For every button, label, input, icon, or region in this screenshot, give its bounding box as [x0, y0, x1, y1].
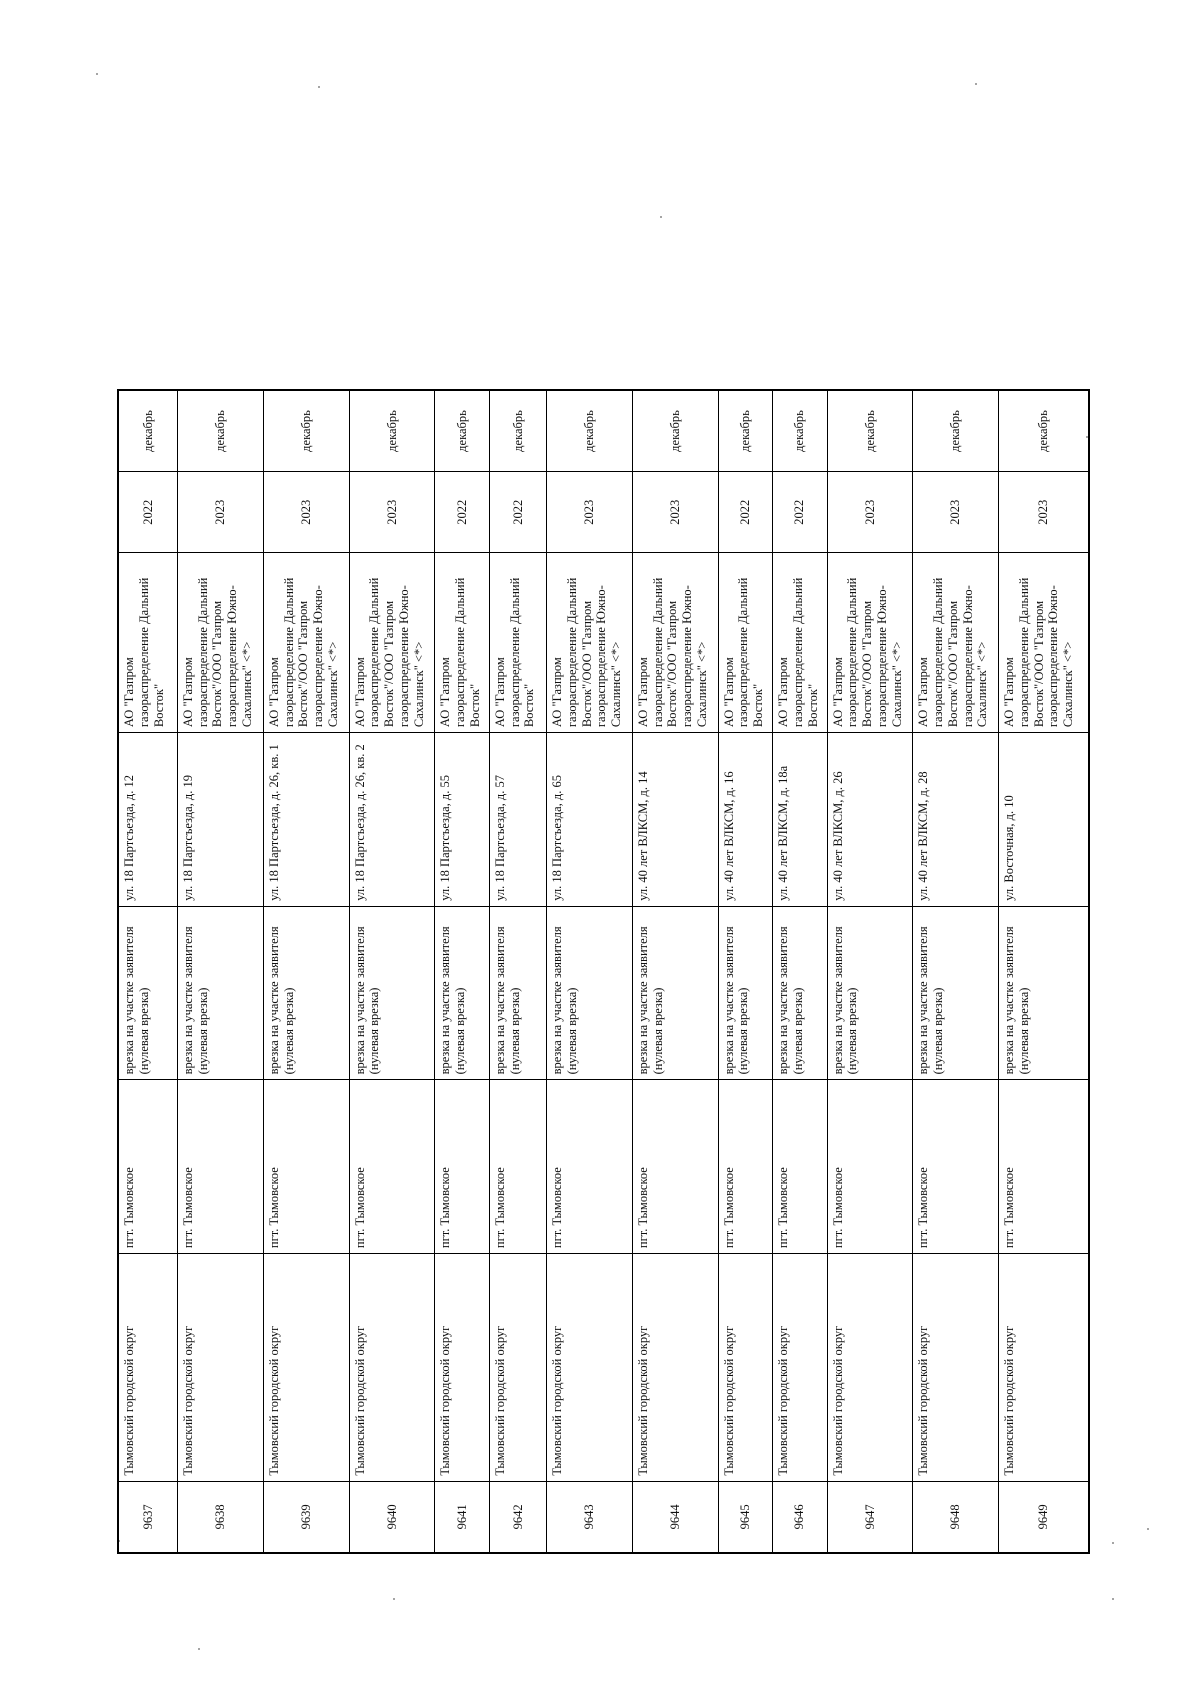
district-cell: Тымовский городской округ [435, 1254, 489, 1482]
year-cell: 2023 [177, 472, 263, 553]
year-cell: 2022 [773, 472, 827, 553]
table-row [913, 390, 999, 1553]
month-cell: декабрь [177, 390, 263, 472]
organization-cell: АО "Газпром газораспределение Дальний Восток"/ООО "Газпром газораспределение Южно-Сахалинск" <*> [177, 553, 263, 733]
work-type-cell: врезка на участке заявителя (нулевая врезка) [349, 906, 435, 1080]
work-type-cell: врезка на участке заявителя (нулевая врезка) [263, 906, 349, 1080]
work-type-cell: врезка на участке заявителя (нулевая врезка) [177, 906, 263, 1080]
address-cell: ул. 18 Партсъезда, д. 55 [435, 733, 489, 907]
year-cell: 2023 [999, 472, 1089, 553]
district-cell: Тымовский городской округ [632, 1254, 718, 1482]
district-cell: Тымовский городской округ [827, 1254, 913, 1482]
district-cell: Тымовский городской округ [999, 1254, 1089, 1482]
month-cell: декабрь [632, 390, 718, 472]
locality-cell: пгт. Тымовское [632, 1080, 718, 1254]
table-row [773, 390, 827, 1553]
organization-cell: АО "Газпром газораспределение Дальний Восток"/ООО "Газпром газораспределение Южно-Сахалинск" <*> [547, 553, 633, 733]
district-cell: Тымовский городской округ [349, 1254, 435, 1482]
organization-cell: АО "Газпром газораспределение Дальний Восток" [118, 553, 177, 733]
table-row [349, 390, 435, 1553]
address-cell: ул. 40 лет ВЛКСМ, д. 28 [913, 733, 999, 907]
address-cell: ул. 40 лет ВЛКСМ, д. 14 [632, 733, 718, 907]
work-type-cell: врезка на участке заявителя (нулевая врезка) [999, 906, 1089, 1080]
district-cell: Тымовский городской округ [718, 1254, 772, 1482]
address-cell: ул. Восточная, д. 10 [999, 733, 1089, 907]
row-number: 9646 [773, 1481, 827, 1553]
year-cell: 2023 [263, 472, 349, 553]
table-row [999, 390, 1089, 1553]
district-cell: Тымовский городской округ [547, 1254, 633, 1482]
locality-cell: пгт. Тымовское [118, 1080, 177, 1254]
work-type-cell: врезка на участке заявителя (нулевая врезка) [632, 906, 718, 1080]
table-row [718, 390, 772, 1553]
organization-cell: АО "Газпром газораспределение Дальний Восток"/ООО "Газпром газораспределение Южно-Сахалинск" <*> [913, 553, 999, 733]
organization-cell: АО "Газпром газораспределение Дальний Восток"/ООО "Газпром газораспределение Южно-Сахалинск" <*> [632, 553, 718, 733]
month-cell: декабрь [913, 390, 999, 472]
district-cell: Тымовский городской округ [913, 1254, 999, 1482]
year-cell: 2023 [913, 472, 999, 553]
month-cell: декабрь [435, 390, 489, 472]
address-cell: ул. 18 Партсъезда, д. 19 [177, 733, 263, 907]
organization-cell: АО "Газпром газораспределение Дальний Восток" [435, 553, 489, 733]
month-cell: декабрь [999, 390, 1089, 472]
row-number: 9648 [913, 1481, 999, 1553]
locality-cell: пгт. Тымовское [913, 1080, 999, 1254]
address-cell: ул. 18 Партсъезда, д. 26, кв. 1 [263, 733, 349, 907]
locality-cell: пгт. Тымовское [263, 1080, 349, 1254]
year-cell: 2022 [435, 472, 489, 553]
work-type-cell: врезка на участке заявителя (нулевая врезка) [773, 906, 827, 1080]
row-number: 9647 [827, 1481, 913, 1553]
table-row [489, 390, 546, 1553]
month-cell: декабрь [263, 390, 349, 472]
organization-cell: АО "Газпром газораспределение Дальний Восток" [718, 553, 772, 733]
table-row [547, 390, 633, 1553]
locality-cell: пгт. Тымовское [999, 1080, 1089, 1254]
address-cell: ул. 40 лет ВЛКСМ, д. 26 [827, 733, 913, 907]
table-row [177, 390, 263, 1553]
locality-cell: пгт. Тымовское [349, 1080, 435, 1254]
district-cell: Тымовский городской округ [263, 1254, 349, 1482]
month-cell: декабрь [773, 390, 827, 472]
gasification-table [117, 389, 1090, 1554]
district-cell: Тымовский городской округ [489, 1254, 546, 1482]
month-cell: декабрь [489, 390, 546, 472]
work-type-cell: врезка на участке заявителя (нулевая врезка) [547, 906, 633, 1080]
district-cell: Тымовский городской округ [177, 1254, 263, 1482]
month-cell: декабрь [349, 390, 435, 472]
month-cell: декабрь [547, 390, 633, 472]
work-type-cell: врезка на участке заявителя (нулевая врезка) [718, 906, 772, 1080]
row-number: 9638 [177, 1481, 263, 1553]
row-number: 9642 [489, 1481, 546, 1553]
row-number: 9640 [349, 1481, 435, 1553]
year-cell: 2023 [349, 472, 435, 553]
locality-cell: пгт. Тымовское [547, 1080, 633, 1254]
locality-cell: пгт. Тымовское [827, 1080, 913, 1254]
work-type-cell: врезка на участке заявителя (нулевая врезка) [118, 906, 177, 1080]
address-cell: ул. 40 лет ВЛКСМ, д. 18а [773, 733, 827, 907]
work-type-cell: врезка на участке заявителя (нулевая врезка) [435, 906, 489, 1080]
month-cell: декабрь [118, 390, 177, 472]
address-cell: ул. 40 лет ВЛКСМ, д. 16 [718, 733, 772, 907]
year-cell: 2023 [632, 472, 718, 553]
address-cell: ул. 18 Партсъезда, д. 26, кв. 2 [349, 733, 435, 907]
month-cell: декабрь [827, 390, 913, 472]
row-number: 9645 [718, 1481, 772, 1553]
table-row [632, 390, 718, 1553]
year-cell: 2023 [547, 472, 633, 553]
year-cell: 2022 [489, 472, 546, 553]
row-number: 9643 [547, 1481, 633, 1553]
district-cell: Тымовский городской округ [773, 1254, 827, 1482]
table-row [435, 390, 489, 1553]
row-number: 9641 [435, 1481, 489, 1553]
locality-cell: пгт. Тымовское [489, 1080, 546, 1254]
row-number: 9639 [263, 1481, 349, 1553]
address-cell: ул. 18 Партсъезда, д. 12 [118, 733, 177, 907]
locality-cell: пгт. Тымовское [177, 1080, 263, 1254]
address-cell: ул. 18 Партсъезда, д. 57 [489, 733, 546, 907]
row-number: 9644 [632, 1481, 718, 1553]
work-type-cell: врезка на участке заявителя (нулевая врезка) [913, 906, 999, 1080]
row-number: 9649 [999, 1481, 1089, 1553]
year-cell: 2022 [118, 472, 177, 553]
work-type-cell: врезка на участке заявителя (нулевая врезка) [489, 906, 546, 1080]
work-type-cell: врезка на участке заявителя (нулевая врезка) [827, 906, 913, 1080]
table-row [263, 390, 349, 1553]
address-cell: ул. 18 Партсъезда, д. 65 [547, 733, 633, 907]
district-cell: Тымовский городской округ [118, 1254, 177, 1482]
organization-cell: АО "Газпром газораспределение Дальний Восток" [489, 553, 546, 733]
gasification-table-rotated [117, 389, 1090, 1554]
year-cell: 2022 [718, 472, 772, 553]
table-row [827, 390, 913, 1553]
organization-cell: АО "Газпром газораспределение Дальний Восток"/ООО "Газпром газораспределение Южно-Сахалинск" <*> [263, 553, 349, 733]
organization-cell: АО "Газпром газораспределение Дальний Восток"/ООО "Газпром газораспределение Южно-Сахалинск" <*> [349, 553, 435, 733]
table-row [118, 390, 177, 1553]
organization-cell: АО "Газпром газораспределение Дальний Восток" [773, 553, 827, 733]
locality-cell: пгт. Тымовское [718, 1080, 772, 1254]
month-cell: декабрь [718, 390, 772, 472]
locality-cell: пгт. Тымовское [435, 1080, 489, 1254]
locality-cell: пгт. Тымовское [773, 1080, 827, 1254]
row-number: 9637 [118, 1481, 177, 1553]
organization-cell: АО "Газпром газораспределение Дальний Восток"/ООО "Газпром газораспределение Южно-Сахалинск" <*> [827, 553, 913, 733]
year-cell: 2023 [827, 472, 913, 553]
organization-cell: АО "Газпром газораспределение Дальний Восток"/ООО "Газпром газораспределение Южно-Сахалинск" <*> [999, 553, 1089, 733]
